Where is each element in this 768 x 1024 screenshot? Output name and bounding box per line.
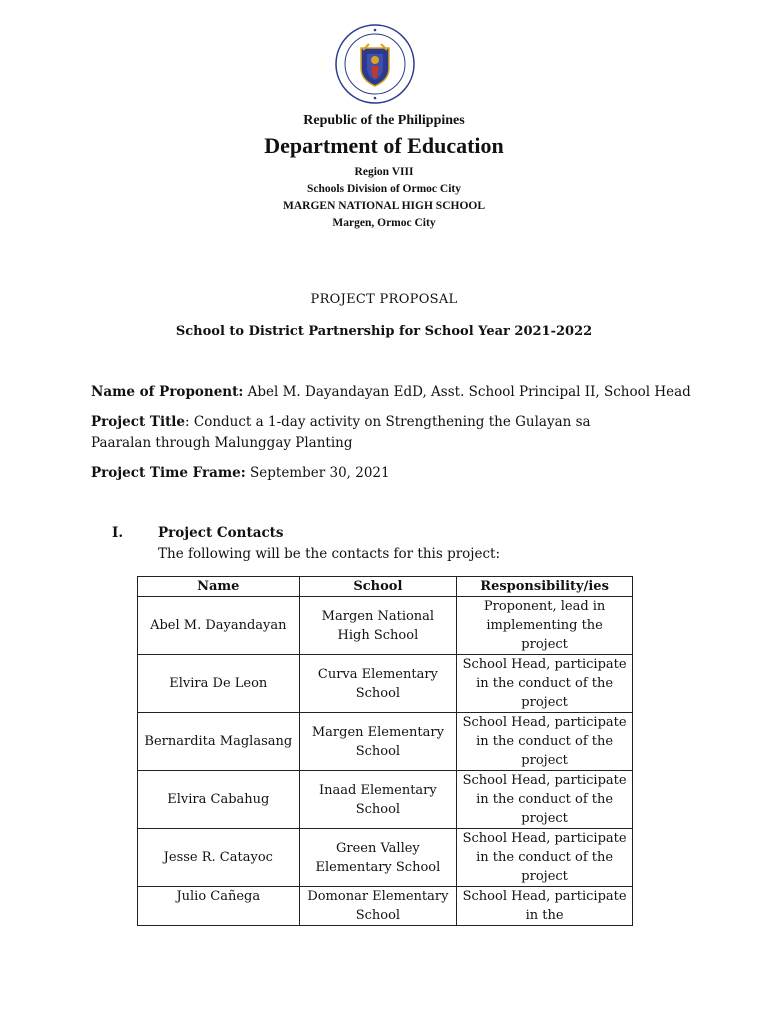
cell-name: Elvira De Leon	[138, 655, 300, 713]
time-frame-field	[91, 463, 691, 484]
cell-responsibility: School Head, participate in the conduct of the project	[457, 713, 633, 771]
cell-responsibility: Proponent, lead in implementing the project	[457, 597, 633, 655]
address-line: Margen, Ormoc City	[332, 217, 436, 229]
cell-school: Margen National High School	[299, 597, 457, 655]
project-title-label: Project Title	[91, 414, 186, 430]
time-frame-value: September 30, 2021	[250, 465, 390, 481]
cell-school: Margen Elementary School	[299, 713, 457, 771]
header-name: Name	[138, 577, 300, 597]
proponent-label: Name of Proponent	[91, 384, 239, 400]
republic-heading: Republic of the Philippines	[303, 113, 465, 128]
table-row	[138, 887, 633, 926]
department-heading: Department of Education	[264, 133, 504, 158]
division-line: Schools Division of Ormoc City	[307, 183, 461, 195]
table-row	[138, 597, 633, 655]
proponent-value: Abel M. Dayandayan EdD, Asst. School Principal II, School Head	[247, 384, 691, 400]
cell-responsibility: School Head, participate in the conduct of the project	[457, 655, 633, 713]
cell-school: Inaad Elementary School	[299, 771, 457, 829]
cell-responsibility: School Head, participate in the conduct of the project	[457, 771, 633, 829]
cell-responsibility: School Head, participate in the	[457, 887, 633, 926]
cell-name: Jesse R. Catayoc	[138, 829, 300, 887]
table-row	[138, 771, 633, 829]
cell-name: Julio Cañega	[138, 887, 300, 926]
section-number: I.	[112, 525, 124, 541]
contacts-table	[137, 576, 633, 926]
header-responsibility: Responsibility/ies	[457, 577, 633, 597]
cell-name: Abel M. Dayandayan	[138, 597, 300, 655]
deped-seal-logo	[335, 24, 415, 104]
region-line: Region VIII	[354, 166, 414, 178]
school-name-line: MARGEN NATIONAL HIGH SCHOOL	[282, 200, 486, 212]
project-title-field: Project Title: Conduct a 1-day activity on Strengthening the Gulayan sa Paaralan through Malunggay Planting	[91, 414, 591, 451]
proposal-title: PROJECT PROPOSAL	[310, 292, 458, 307]
table-row	[138, 655, 633, 713]
proposal-subtitle: School to District Partnership for School Year 2021-2022	[175, 324, 593, 339]
cell-school: Green Valley Elementary School	[299, 829, 457, 887]
table-row	[138, 829, 633, 887]
cell-name: Bernardita Maglasang	[138, 713, 300, 771]
cell-responsibility: School Head, participate in the conduct of the project	[457, 829, 633, 887]
table-header-row	[138, 577, 633, 597]
section-intro: The following will be the contacts for this project:	[158, 546, 501, 562]
table-row	[138, 713, 633, 771]
time-frame-label: Project Time Frame:	[91, 465, 246, 481]
section-title: Project Contacts	[158, 525, 284, 541]
cell-school: Domonar Elementary School	[299, 887, 457, 926]
proponent-field: Name of Proponent: Abel M. Dayandayan EdD, Asst. School Principal II, School Head	[91, 384, 691, 400]
header-school: School	[299, 577, 457, 597]
project-title-value: Conduct a 1-day activity on Strengthening the Gulayan sa Paaralan through Malunggay Planting	[91, 414, 591, 451]
cell-name: Elvira Cabahug	[138, 771, 300, 829]
cell-school: Curva Elementary School	[299, 655, 457, 713]
